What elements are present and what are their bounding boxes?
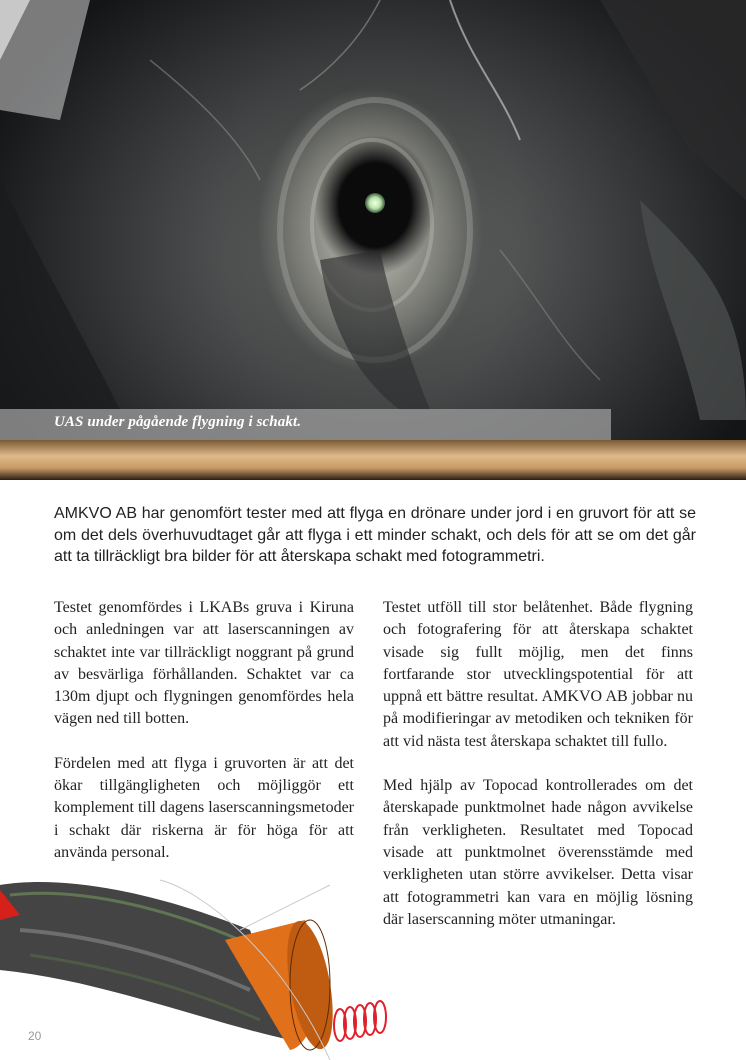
right-column — [383, 597, 693, 953]
point-cloud-model — [0, 860, 420, 1060]
intro-paragraph: AMKVO AB har genomfört tester med att flyga en drönare under jord i en gruvort för att se om det dels överhuvudtaget går att flyga i ett minder schakt, och dels för att se om det går att ta tillräckligt bra bilder för att återskapa schakt med fotogrammetri. — [54, 505, 696, 565]
left-column — [54, 597, 354, 886]
drone-light-icon — [365, 193, 385, 213]
shaft-photo — [0, 0, 746, 480]
right-paragraph-2: Med hjälp av Topocad kontrollerades om det återskapade punktmolnet hade någon avvikelse från verkligheten. Resultatet med Topocad visade att punktmolnet överensstämde med verkligheten utan större avvikelser. Detta visar att fotogrammetri kan vara en möjlig lösning där laserscanning möter utmaningar. — [383, 777, 693, 928]
shaft-rim — [0, 440, 746, 480]
rock-texture — [0, 0, 746, 480]
photo-caption — [0, 409, 611, 440]
right-paragraph-1: Testet utföll till stor belåtenhet. Både flygning och fotografering för att återskapa schaktet visade sig fullt möjlig, men det finns fortfarande stor utvecklingspotential för att uppnå ett bättre resultat. AMKVO AB jobbar nu på modifieringar av metodiken och tekniken för att vid nästa test återskapa schaktet till fullo. — [383, 599, 693, 750]
left-paragraph-1: Testet genomfördes i LKABs gruva i Kiruna och anledningen var att laserscanningen av schaktet inte var tillräckligt noggrant på grund av besvärliga förhållanden. Schaktet var ca 130m djupt och flygningen genomfördes hela vägen ned till botten. — [54, 599, 354, 728]
caption-text: UAS under pågående flygning i schakt. — [54, 414, 302, 430]
page-number: 20 — [28, 1029, 42, 1043]
left-paragraph-2: Fördelen med att flyga i gruvorten är att det ökar tillgängligheten och möjliggör ett komplement till dagens laserscanningsmetoder i schakt där riskerna är för höga för att använda personal. — [54, 754, 354, 861]
